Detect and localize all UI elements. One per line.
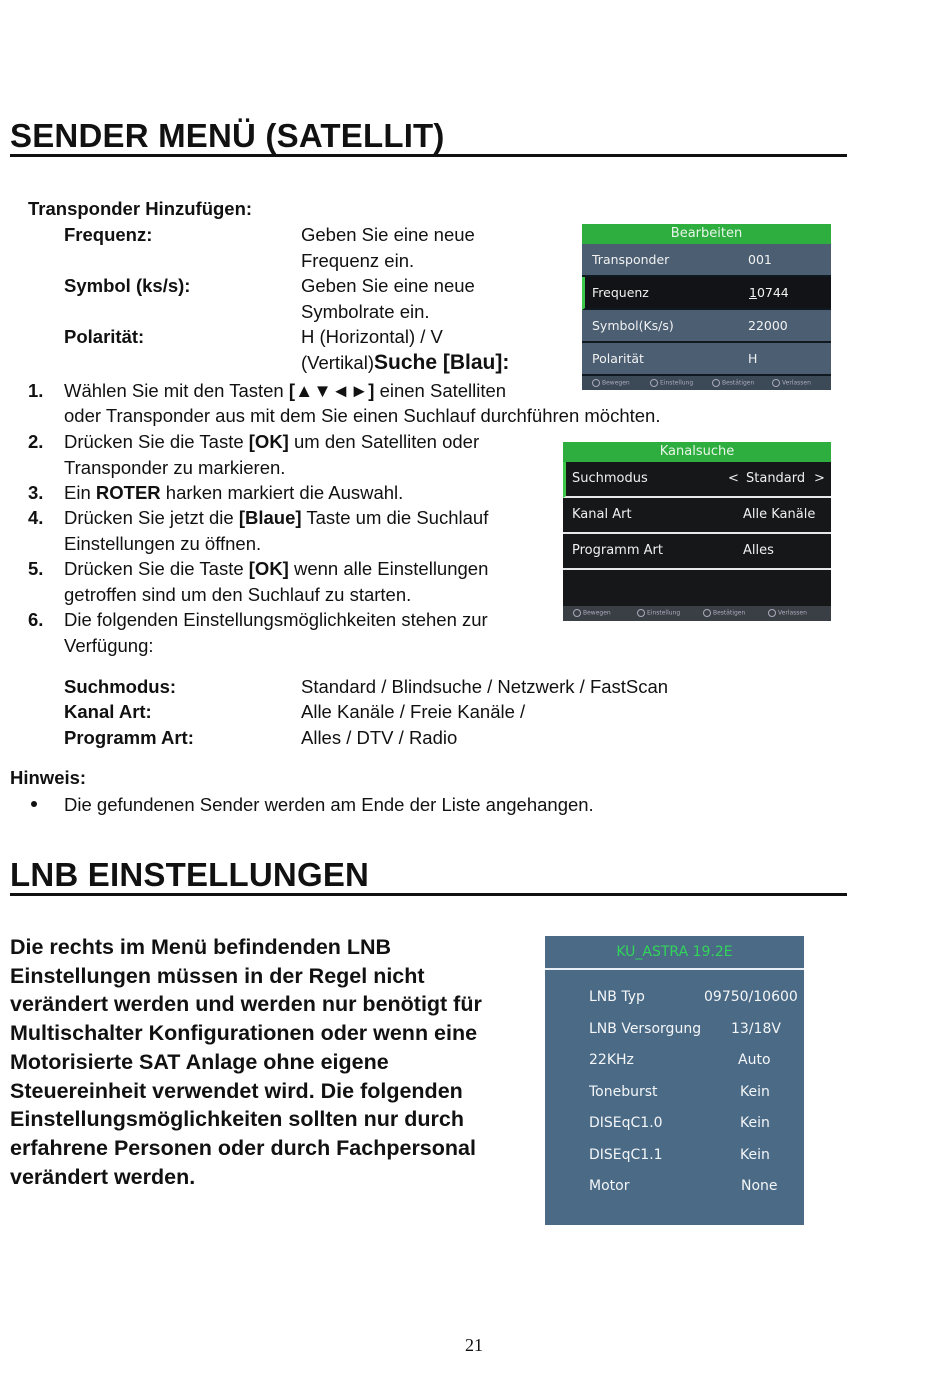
menu-row-value: Auto [738,1052,771,1068]
menu-row-label: Transponder [592,252,670,267]
option-value-programm-art: Alles / DTV / Radio [301,727,458,748]
step-line-2: oder Transponder aus mit dem Sie einen Suchlauf durchführen möchten. [64,405,661,426]
section-heading-sender-menu: SENDER MENÜ (SATELLIT) [10,118,847,157]
step-line [64,505,488,531]
field-label-polaritaet: Polarität: [64,326,145,347]
step-text: Wählen Sie mit den Tasten [64,380,289,401]
menu-footer [582,376,831,390]
page-number: 21 [465,1335,483,1355]
step-text: um den Satelliten oder [288,431,480,452]
menu-title: Bearbeiten [582,224,831,244]
footer-label: Bewegen [602,379,630,387]
step-line-2: Einstellungen zu öffnen. [64,533,262,554]
menu-footer [563,606,831,621]
menu-row-value: 22000 [748,318,788,333]
menu-row-label: Motor [589,1178,630,1194]
step-text: einen Satelliten [374,380,507,401]
menu-row-value: Alle Kanäle [743,507,816,522]
button-icon [650,379,658,387]
step-key: [Blaue] [238,507,302,528]
step-key: ROTER [95,482,161,503]
menu-empty-row [563,570,831,606]
menu-row-22khz[interactable] [545,1045,804,1077]
field-desc-frequenz-2: Frequenz ein. [301,250,415,271]
menu-row-label: DISEqC1.1 [589,1146,663,1163]
button-icon [637,609,645,617]
option-label-programm-art: Programm Art: [64,727,194,748]
step-line [64,480,403,506]
menu-row-value: Kein [740,1146,770,1163]
menu-row-motor[interactable] [545,1171,804,1203]
footer-hint [703,609,745,617]
bullet-icon [31,801,37,807]
paragraph-line: Multischalter Konfigurationen oder wenn eine [10,1021,478,1046]
menu-row-value: H [748,351,758,366]
step-number: 5. [28,558,44,579]
step-line [64,556,488,582]
footer-hint [712,379,754,387]
paragraph-line: Einstellungsmöglichkeiten sollten nur durch [10,1107,464,1132]
menu-row-label: Suchmodus [572,471,648,486]
step-number: 2. [28,431,44,452]
field-desc-polaritaet-2 [301,350,509,376]
paragraph-line: verändert werden. [10,1164,196,1189]
menu-row-label: LNB Versorgung [589,1020,702,1037]
menu-row-lnb-versorgung[interactable] [545,1014,804,1046]
field-desc-frequenz-1: Geben Sie eine neue [301,224,475,245]
menu-row-label: Polarität [592,351,644,366]
footer-hint [573,609,611,617]
menu-row-value: None [741,1178,778,1194]
button-icon [573,609,581,617]
button-icon [772,379,780,387]
menu-row-symbol[interactable] [582,310,831,343]
footer-label: Verlassen [778,609,807,617]
right-arrow-icon[interactable]: > [814,471,825,486]
step-line-2: Transponder zu markieren. [64,457,286,478]
step-text: harken markiert die Auswahl. [160,482,404,503]
footer-label: Einstellung [660,379,694,387]
step-line: Die folgenden Einstellungsmöglichkeiten stehen zur [64,609,488,630]
lnb-paragraph [10,933,530,1191]
step-text: wenn alle Einstellungen [288,558,489,579]
field-desc-polaritaet-1: H (Horizontal) / V [301,326,443,347]
paragraph-line: Die rechts im Menü befindenden LNB [10,935,392,959]
step-number: 6. [28,609,44,630]
menu-title: KU_ASTRA 19.2E [545,936,804,970]
transponder-add-title: Transponder Hinzufügen: [28,198,253,219]
footer-label: Bestätigen [713,609,746,617]
spacer [545,970,804,982]
footer-label: Verlassen [782,379,811,387]
menu-row-diseqc11[interactable] [545,1140,804,1172]
menu-kanalsuche [563,442,831,620]
step-text: Ein [64,482,96,503]
footer-hint [637,609,680,617]
field-label-frequenz: Frequenz: [64,224,153,245]
menu-row-label: Symbol(Ks/s) [592,318,674,333]
footer-hint [768,609,807,617]
menu-row-value: 09750/10600 [704,989,798,1005]
menu-row-frequenz[interactable] [582,277,831,310]
paragraph-line: erfahrene Personen oder durch Fachpersonal [10,1135,476,1160]
menu-row-label: LNB Typ [589,989,645,1005]
menu-row-diseqc10[interactable] [545,1108,804,1140]
footer-hint [650,379,693,387]
menu-row-label: 22KHz [589,1052,634,1068]
option-label-kanal-art: Kanal Art: [64,701,152,722]
field-desc-symbol-1: Geben Sie eine neue [301,275,475,296]
menu-row-label: Programm Art [572,543,663,558]
field-label-symbol: Symbol (ks/s): [64,275,191,296]
paragraph-line: Motorisierte SAT Anlage ohne eigene [10,1049,389,1074]
step-text: Drücken Sie jetzt die [64,507,239,528]
footer-label: Bewegen [583,609,611,617]
step-number: 1. [28,380,44,401]
menu-lnb [545,936,804,1225]
menu-row-programm-art[interactable] [563,534,831,570]
button-icon [712,379,720,387]
step-number: 3. [28,482,44,503]
step-line [64,429,479,455]
menu-row-suchmodus[interactable] [563,462,831,498]
paragraph-line: Steuereinheit verwendet wird. Die folgenden [10,1078,463,1103]
footer-hint [592,379,630,387]
field-desc-symbol-2: Symbolrate ein. [301,301,430,322]
paragraph-line: verändert werden und werden nur benötigt für [10,992,482,1017]
menu-row-label: DISEqC1.0 [589,1115,663,1131]
step-line [64,378,506,404]
menu-row-value: 10744 [749,285,789,300]
step-key: [▲▼◄►] [288,380,375,401]
menu-bearbeiten [582,224,831,389]
menu-row-label: Frequenz [592,285,649,300]
search-heading: Suche [Blau]: [374,351,510,374]
left-arrow-icon[interactable]: < [728,471,739,486]
step-line-2: Verfügung: [64,635,154,656]
footer-hint [772,379,811,387]
menu-row-value: 13/18V [731,1020,781,1037]
menu-row-value: 001 [748,252,772,267]
button-icon [768,609,776,617]
step-text: Drücken Sie die Taste [64,558,249,579]
menu-row-toneburst[interactable] [545,1077,804,1109]
option-value-kanal-art: Alle Kanäle / Freie Kanäle / [301,701,526,722]
paragraph-line: Einstellungen müssen in der Regel nicht [10,963,425,988]
footer-label: Bestätigen [722,379,755,387]
button-icon [703,609,711,617]
menu-row-transponder[interactable] [582,244,831,277]
option-label-suchmodus: Suchmodus: [64,676,177,697]
polaritaet-vertikal: (Vertikal) [301,352,374,373]
menu-row-value: Alles [743,543,774,558]
step-number: 4. [28,507,44,528]
menu-row-value: Standard [746,471,806,486]
menu-row-lnb-typ[interactable] [545,982,804,1014]
step-line-2: getroffen sind um den Suchlauf zu starten. [64,584,412,605]
step-text: Taste um die Suchlauf [301,507,489,528]
step-key: [OK] [248,431,289,452]
note-title: Hinweis: [10,767,87,788]
menu-row-label: Toneburst [589,1083,658,1100]
menu-row-value: Kein [740,1115,770,1131]
menu-row-value: Kein [740,1083,770,1100]
note-text: Die gefundenen Sender werden am Ende der Liste angehangen. [64,794,594,815]
step-text: Drücken Sie die Taste [64,431,249,452]
footer-label: Einstellung [647,609,681,617]
menu-row-kanal-art[interactable] [563,498,831,534]
menu-title: Kanalsuche [563,442,831,462]
option-value-suchmodus: Standard / Blindsuche / Netzwerk / FastScan [301,676,669,697]
button-icon [592,379,600,387]
section-heading-lnb: LNB EINSTELLUNGEN [10,857,847,896]
menu-row-label: Kanal Art [572,507,632,522]
step-key: [OK] [248,558,289,579]
menu-row-polaritaet[interactable] [582,343,831,376]
